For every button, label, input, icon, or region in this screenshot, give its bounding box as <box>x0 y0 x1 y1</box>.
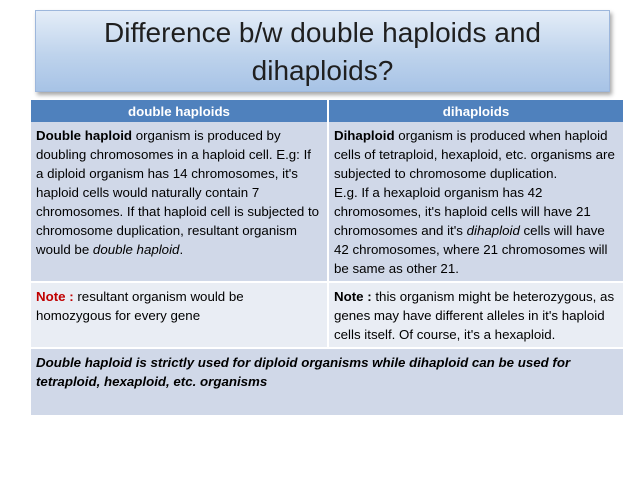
table-header-row <box>31 100 623 122</box>
cell-double-haploid-note <box>31 282 328 348</box>
header-dihaploids: dihaploids <box>328 100 623 122</box>
table-row-note <box>31 282 623 348</box>
summary-cell: Double haploid is strictly used for diploid organisms while dihaploid can be used for tetraploid, hexaploid, etc. organisms <box>31 348 623 416</box>
term-dihaploid-italic: dihaploid <box>466 223 520 238</box>
term-double-haploid-italic: double haploid <box>92 242 180 257</box>
example-text-end: cells will have 42 chromosomes, where 21 chromosomes will be same as other 21. <box>334 223 608 276</box>
slide-title <box>35 10 610 92</box>
note-text: resultant organism would be homozygous for every gene <box>36 289 244 323</box>
note-label: Note : <box>334 289 372 304</box>
example-text: E.g. If a hexaploid organism has 42 chromosomes, it's haploid cells will have 21 chromosomes and it's <box>334 185 591 238</box>
cell-dihaploid-definition <box>328 122 623 282</box>
table-row-summary <box>31 348 623 416</box>
header-double-haploids: double haploids <box>31 100 328 122</box>
cell-double-haploid-definition <box>31 122 328 282</box>
definition-text: organism is produced when haploid cells of tetraploid, hexaploid, etc. organisms are subjected to chromosome duplication. <box>334 128 615 181</box>
table-row-definition <box>31 122 623 282</box>
term-dihaploid: Dihaploid <box>334 128 395 143</box>
definition-text: organism is produced by doubling chromosomes in a haploid cell. E.g: If a diploid organism has 14 chromosomes, it's haploid cells would naturally contain 7 chromosomes. If that haploid cell is subjected to chromosome duplication, resultant organism would be <box>36 128 320 257</box>
note-text: this organism might be heterozygous, as genes may have different alleles in it's haploid cells itself. Of course, it's a hexaploid. <box>334 289 615 342</box>
title-line-1: Difference b/w double haploids and <box>104 17 541 48</box>
term-double-haploid: Double haploid <box>36 128 133 143</box>
comparison-table <box>31 100 623 417</box>
cell-dihaploid-note <box>328 282 623 348</box>
definition-end: . <box>179 242 184 257</box>
note-label: Note : <box>36 289 74 304</box>
title-line-2: dihaploids? <box>251 55 394 86</box>
